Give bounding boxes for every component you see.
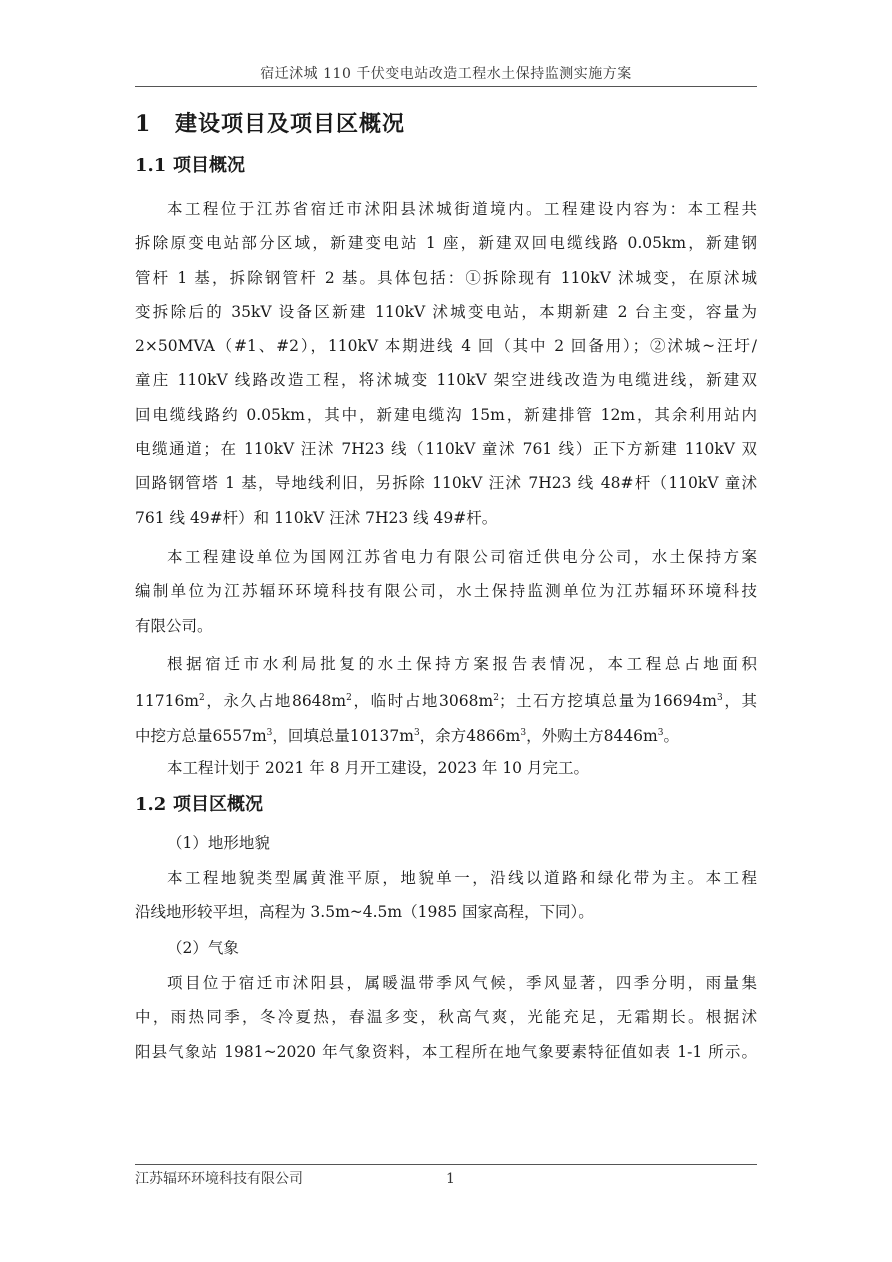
text-line: 中，雨热同季，冬冷夏热，春温多变，秋高气爽，光能充足，无霜期长。根据沭 — [135, 1008, 757, 1027]
text-line: 项目位于宿迁市沭阳县，属暖温带季风气候，季风显著，四季分明，雨量集 — [167, 974, 757, 992]
text-line: 管杆 1 基，拆除钢管杆 2 基。具体包括：①拆除现有 110kV 沭城变，在原沭城 — [135, 268, 757, 287]
paragraph-schedule — [135, 751, 757, 785]
paragraph-climate — [135, 966, 757, 1069]
text-line: 电缆通道；在 110kV 汪沭 7H23 线（110kV 童沭 761 线）正下方新建 110kV 双 — [135, 440, 757, 459]
chapter-title: 建设项目及项目区概况 — [175, 111, 406, 137]
section-title: 项目概况 — [173, 155, 245, 176]
subheading-terrain: （1）地形地貌 — [167, 834, 270, 852]
text-line: 有限公司。 — [135, 616, 213, 635]
header-divider — [135, 86, 757, 87]
text-line: 回路钢管塔 1 基，导地线利旧，另拆除 110kV 汪沭 7H23 线 48#杆（110kV 童沭 — [135, 474, 757, 493]
text-line: 2×50MVA（#1、#2），110kV 本期进线 4 回（其中 2 回备用）；②沭城~汪圩/ — [135, 337, 757, 356]
text-line: 本工程位于江苏省宿迁市沭阳县沭城街道境内。工程建设内容为：本工程共 — [167, 200, 757, 218]
section-number: 1.2 — [135, 794, 167, 815]
paragraph-terrain — [135, 861, 757, 930]
text-line: 编制单位为江苏辐环环境科技有限公司，水土保持监测单位为江苏辐环环境科技 — [135, 582, 757, 601]
text-line: 本工程计划于 2021 年 8 月开工建设，2023 年 10 月完工。 — [167, 759, 589, 777]
chapter-heading — [135, 108, 405, 140]
text-line: 根据宿迁市水利局批复的水土保持方案报告表情况，本工程总占地面积 — [167, 655, 757, 673]
text-line: 拆除原变电站部分区域，新建变电站 1 座，新建双回电缆线路 0.05km，新建钢 — [135, 234, 757, 253]
section-title: 项目区概况 — [173, 794, 263, 815]
text-line: 本工程建设单位为国网江苏省电力有限公司宿迁供电分公司，水土保持方案 — [167, 548, 757, 566]
text-line: 中挖方总量$6557m^3$，回填总量$10137m^3$，余方$4866m^3$，外购土方$8446m^3$。 — [135, 726, 679, 745]
text-line: 阳县气象站 1981~2020 年气象资料，本工程所在地气象要素特征值如表 1-1 所示。 — [135, 1042, 757, 1061]
text-line: 沿线地形较平坦，高程为 3.5m~4.5m（1985 国家高程，下同）。 — [135, 903, 594, 922]
subheading-climate: （2）气象 — [167, 939, 239, 957]
text-line: 本工程地貌类型属黄淮平原，地貌单一，沿线以道路和绿化带为主。本工程 — [167, 869, 757, 887]
text-line: 761 线 49#杆）和 110kV 汪沭 7H23 线 49#杆。 — [135, 508, 498, 527]
footer-divider — [135, 1164, 757, 1165]
paragraph-project-overview — [135, 192, 757, 535]
text-line: $11716m^2$，永久占地$8648m^2$，临时占地$3068m^2$；土石方挖填总量为$16694m^3$，其 — [135, 692, 757, 711]
footer-company: 江苏辐环环境科技有限公司 — [135, 1171, 303, 1187]
section-heading-1-2 — [135, 791, 263, 819]
text-line: 童庄 110kV 线路改造工程，将沭城变 110kV 架空进线改造为电缆进线，新建双 — [135, 371, 757, 390]
paragraph-land-earthwork — [135, 647, 757, 750]
section-heading-1-1 — [135, 152, 245, 180]
text-line: 回电缆线路约 0.05km，其中，新建电缆沟 15m，新建排管 12m，其余利用站内 — [135, 405, 757, 424]
running-header: 宿迁沭城 110 千伏变电站改造工程水土保持监测实施方案 — [260, 66, 632, 82]
section-number: 1.1 — [135, 155, 167, 176]
page-number: 1 — [446, 1171, 455, 1187]
paragraph-units — [135, 540, 757, 643]
text-line: 变拆除后的 35kV 设备区新建 110kV 沭城变电站，本期新建 2 台主变，容量为 — [135, 302, 757, 321]
chapter-number: 1 — [135, 111, 152, 137]
